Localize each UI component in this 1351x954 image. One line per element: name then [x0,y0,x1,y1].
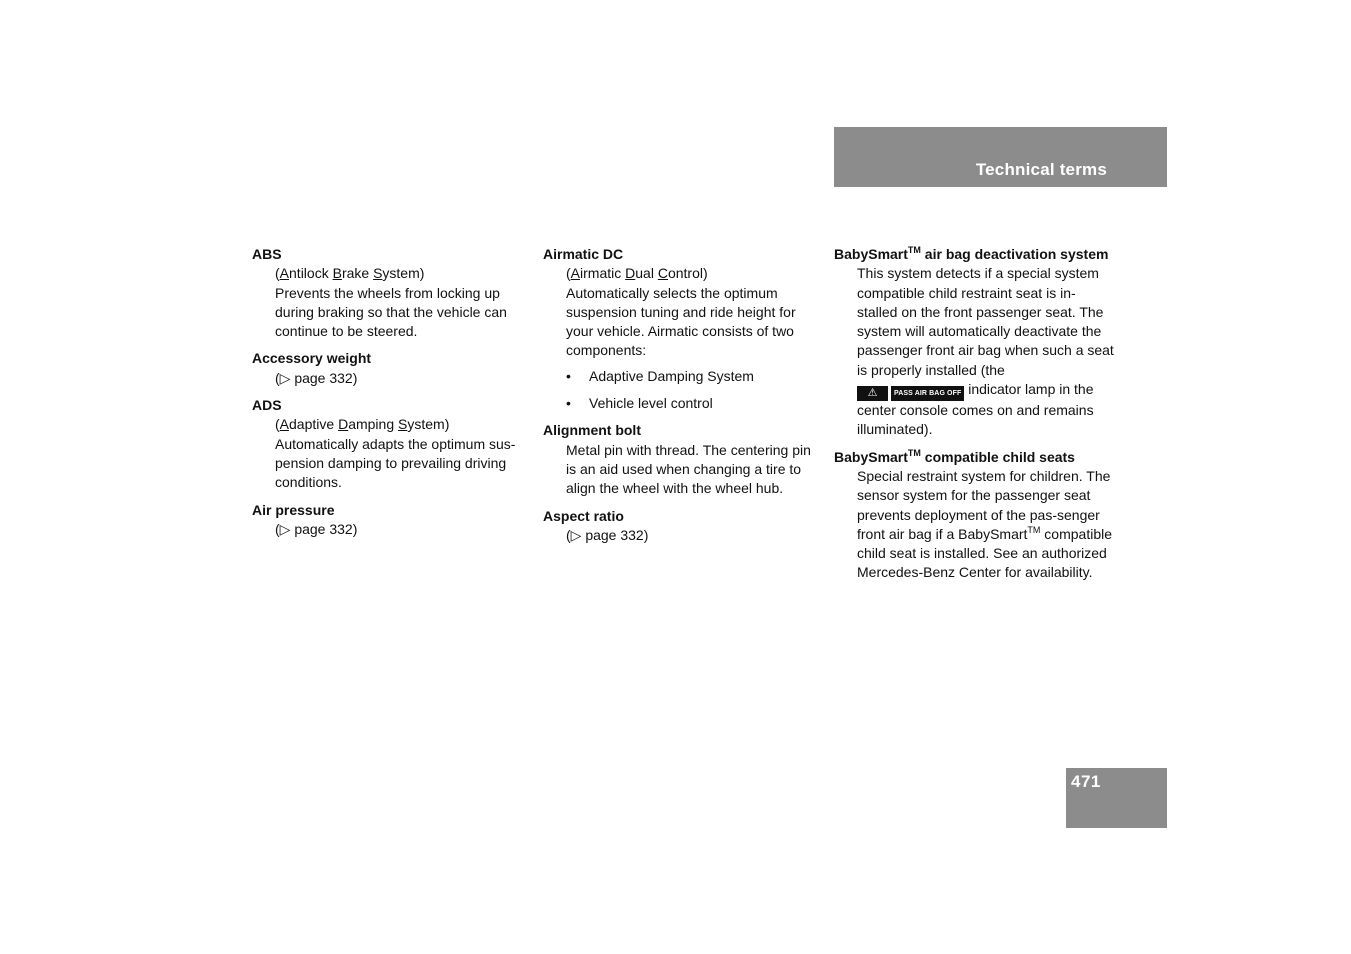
term-description: Prevents the wheels from locking up during braking so that the vehicle can continue to be steered. [275,284,507,340]
term-aspect-ratio [543,507,823,546]
page-reference: (▷ page 332) [566,526,649,543]
term-title: ADS [252,397,282,414]
pass-air-bag-off-indicator [857,386,964,401]
term-airmatic-dc [543,245,823,413]
page-reference: (▷ page 332) [275,369,358,386]
child-seat-icon: ⚠ [857,386,888,401]
column-1 [252,245,532,547]
term-title: BabySmart™ compatible child seats [834,447,1075,465]
page-reference: (▷ page 332) [275,520,358,537]
term-description: Special restraint system for children. The sensor system for the passenger seat prevents deployment of the pas-senger front air bag if a BabySmart™ compatible child seat is installed. See an authorized Mercedes-Benz Center for availability. [857,467,1113,581]
term-description: Automatically selects the optimum suspension tuning and ride height for your vehicle. Airmatic consists of two components: [566,284,796,359]
term-title: ABS [252,246,282,262]
term-air-pressure [252,501,532,540]
section-header-bar [834,127,1167,187]
column-2 [543,245,823,553]
term-title: Aspect ratio [543,507,624,524]
bullet-list [543,367,823,414]
term-description: Metal pin with thread. The centering pin is an aid used when changing a tire to align the wheel with the wheel hub. [566,441,811,497]
term-description: This system detects if a special system compatible child restraint seat is in-stalled on the front passenger seat. The system will automatically deactivate the passenger front air bag when such a seat is properly installed (the ⚠ PASS AIR BAG OFF indicator lamp in the center console comes on and remains illuminated). [857,265,1114,438]
indicator-label: PASS AIR BAG OFF [891,386,964,401]
column-3 [834,245,1114,591]
term-alignment-bolt [543,421,823,498]
term-title: BabySmart™ air bag deactivation system [834,245,1109,262]
term-description: Automatically adapts the optimum sus-pension damping to prevailing driving conditions. [275,435,516,491]
term-abbreviation: (Adaptive Damping System) [275,416,450,433]
term-title: Alignment bolt [543,422,641,439]
term-babysmart-deactivation [834,245,1114,440]
page-number-box [1066,768,1167,828]
term-title: Accessory weight [252,350,372,367]
bullet-item: • Adaptive Damping System [566,367,823,386]
term-body [252,264,532,341]
term-accessory-weight [252,349,532,388]
term-title: Air pressure [252,501,335,518]
bullet-item: • Vehicle level control [566,394,823,413]
term-title: Airmatic DC [543,246,624,262]
term-abs [252,245,532,341]
term-body [543,264,823,360]
section-title: Technical terms [975,160,1107,179]
term-abbreviation: (Airmatic Dual Control) [566,265,708,282]
term-abbreviation: (Antilock Brake System) [275,265,425,282]
term-ads [252,396,532,492]
page-number: 471 [1071,772,1101,791]
term-babysmart-seats [834,448,1114,583]
term-body [252,415,532,492]
